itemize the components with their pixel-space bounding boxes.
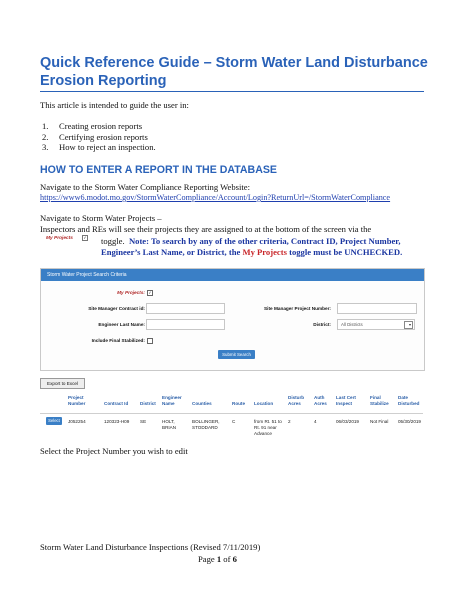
export-excel-button[interactable]: Export to Excel — [40, 378, 85, 389]
col-location[interactable]: Location — [254, 401, 274, 406]
select-row-button[interactable]: Select — [46, 417, 62, 425]
toggle-word: toggle. — [101, 236, 125, 246]
my-projects-label: My Projects: — [117, 290, 145, 295]
col-last-cert-inspect[interactable]: Last Cert Inspect — [336, 395, 356, 407]
include-final-checkbox[interactable] — [147, 338, 153, 344]
note-text — [101, 236, 431, 258]
col-counties[interactable]: Counties — [192, 401, 212, 406]
cell-engineer-name: HOLT, BRIAN — [162, 419, 177, 430]
table-header-divider — [40, 413, 423, 414]
note-my-projects: My Projects — [242, 247, 287, 257]
chevron-down-icon: ▾ — [404, 321, 413, 329]
cell-counties: BOLLINGER, STODDARD — [192, 419, 220, 430]
col-auth-acres[interactable]: Auth Acres — [314, 395, 327, 407]
district-label: District: — [313, 322, 331, 327]
note-part2: toggle must be UNCHECKED. — [289, 247, 403, 257]
document-title: Quick Reference Guide – Storm Water Land Disturbance Erosion Reporting — [40, 55, 428, 89]
list-item: 1. Creating erosion reports — [42, 121, 143, 131]
my-projects-badge-check: ✓ — [83, 235, 87, 240]
list-item: 3. How to reject an inspection. — [42, 142, 156, 152]
nav-website-text: Navigate to the Storm Water Compliance Reporting Website: — [40, 182, 250, 192]
panel-header: Storm Water Project Search Criteria — [41, 269, 424, 281]
nav-projects-text: Navigate to Storm Water Projects – — [40, 213, 162, 223]
col-date-disturbed[interactable]: Date Disturbed — [398, 395, 420, 407]
col-project-number[interactable]: Project Number — [68, 395, 86, 407]
cell-district: SE — [140, 419, 147, 424]
engineer-last-name-input[interactable] — [146, 319, 225, 330]
col-route[interactable]: Route — [232, 401, 246, 406]
site-manager-project-label: Site Manager Project Number: — [264, 306, 331, 311]
cell-route: C — [232, 419, 236, 424]
site-manager-contract-input[interactable] — [146, 303, 225, 314]
after-table-text: Select the Project Number you wish to edit — [40, 446, 188, 456]
include-final-label: Include Final Stabilized: — [91, 338, 145, 343]
col-contract-id[interactable]: Contract Id — [104, 401, 129, 406]
col-engineer-name[interactable]: Engineer Name — [162, 395, 182, 407]
cell-last-cert-inspect: 06/03/2019 — [336, 419, 359, 424]
list-item: 2. Certifying erosion reports — [42, 131, 148, 142]
page-number: Page 1 of 6 — [198, 554, 237, 564]
my-projects-badge: My Projects — [46, 236, 73, 241]
my-projects-checkbox[interactable]: ✓ — [148, 290, 152, 295]
submit-search-button[interactable]: Submit Search — [218, 350, 255, 359]
cell-location: from Rt. 51 to Rt. 91 near Advance — [254, 419, 282, 436]
col-disturb-acres[interactable]: Disturb Acres — [288, 395, 305, 407]
cell-final-stabilize: Not Final — [370, 419, 389, 424]
cell-project-number[interactable]: J052254 — [68, 419, 86, 424]
cell-disturb-acres: 2 — [288, 419, 291, 424]
cell-auth-acres: 4 — [314, 419, 317, 424]
section-heading: HOW TO ENTER A REPORT IN THE DATABASE — [40, 164, 277, 176]
intro-text: This article is intended to guide the user in: — [40, 100, 189, 110]
district-select[interactable]: All Districts ▾ — [337, 319, 415, 330]
engineer-last-name-label: Engineer Last Name: — [98, 322, 145, 327]
website-link[interactable]: https://www6.modot.mo.gov/StormWaterCompliance/Account/Login?ReturnUrl=/StormWaterCompliance — [40, 193, 391, 202]
cell-date-disturbed: 05/30/2019 — [398, 419, 421, 424]
site-manager-project-input[interactable] — [337, 303, 417, 314]
col-district[interactable]: District — [140, 401, 156, 406]
site-manager-contract-label: Site Manager Contract id: — [88, 306, 145, 311]
nav-inspectors-text: Inspectors and REs will see their projects they are assigned to at the bottom of the screen via the — [40, 224, 372, 234]
purpose-list — [40, 121, 156, 153]
note-part1: Note: To search by any of the other criteria, Contract ID, Project Number, Engineer’s Last Name, or District, the — [101, 236, 401, 257]
cell-contract-id: 120323-H09 — [104, 419, 130, 424]
title-underline — [40, 91, 424, 92]
col-final-stabilize[interactable]: Final Stabilize — [370, 395, 389, 407]
search-criteria-panel — [40, 268, 425, 371]
footer-title: Storm Water Land Disturbance Inspections (Revised 7/11/2019) — [40, 542, 261, 552]
